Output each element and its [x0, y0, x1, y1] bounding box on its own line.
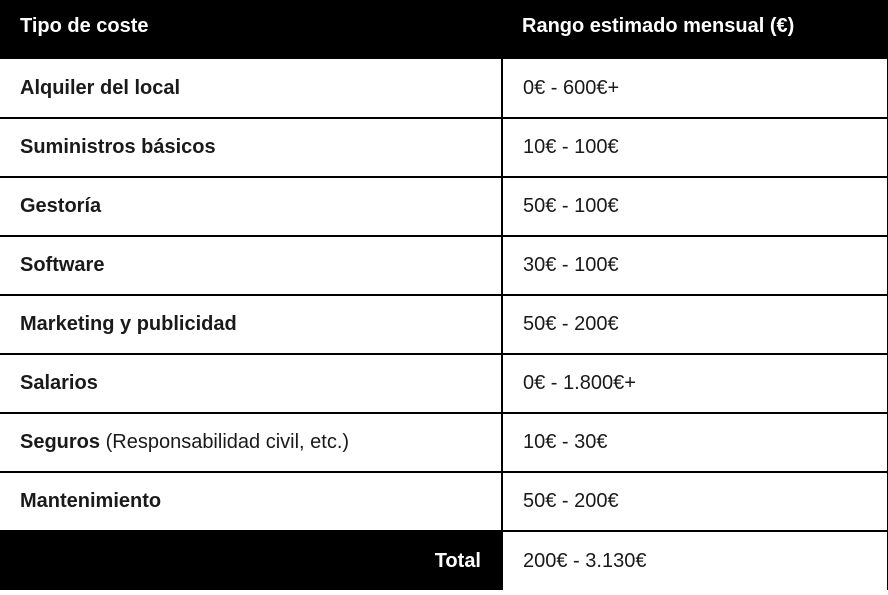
header-cost-type: Tipo de coste: [0, 0, 502, 59]
cost-type-label: Marketing y publicidad: [20, 313, 237, 335]
table-row: [0, 236, 888, 295]
cost-type-label: Salarios: [20, 372, 98, 394]
cost-type-label: Alquiler del local: [20, 76, 181, 99]
header-row: [0, 0, 888, 59]
cost-type-label: Seguros: [20, 431, 101, 453]
cost-type-cell: [0, 118, 502, 177]
cost-type-label: Gestoría: [20, 195, 102, 217]
cost-type-cell: [0, 236, 502, 295]
table-row: [0, 413, 888, 472]
header-monthly-range: Rango estimado mensual (€): [502, 0, 888, 59]
monthly-range-cell: 50€ - 100€: [502, 177, 888, 236]
cost-type-cell: [0, 295, 502, 354]
monthly-range-cell: 30€ - 100€: [502, 236, 888, 295]
monthly-range-cell: 10€ - 100€: [502, 118, 888, 177]
cost-type-cell: [0, 413, 502, 472]
cost-type-label: Mantenimiento: [20, 490, 162, 512]
total-value: 200€ - 3.130€: [502, 531, 888, 590]
table-row: [0, 59, 888, 118]
table-row: [0, 354, 888, 413]
monthly-range-cell: 50€ - 200€: [502, 472, 888, 531]
total-label: Total: [0, 531, 502, 590]
cost-type-cell: [0, 354, 502, 413]
monthly-range-cell: 10€ - 30€: [502, 413, 888, 472]
monthly-range-cell: 50€ - 200€: [502, 295, 888, 354]
table-row: [0, 472, 888, 531]
cost-type-cell: [0, 472, 502, 531]
cost-type-label: Suministros básicos: [20, 136, 216, 158]
cost-type-note: (Responsabilidad civil, etc.): [105, 431, 350, 453]
table-row: [0, 295, 888, 354]
monthly-range-cell: 0€ - 1.800€+: [502, 354, 888, 413]
table-row: [0, 118, 888, 177]
table-row: [0, 177, 888, 236]
cost-type-label: Software: [20, 254, 105, 276]
monthly-range-cell: 0€ - 600€+: [502, 59, 888, 118]
cost-type-cell: [0, 59, 502, 118]
total-row: [0, 531, 888, 590]
cost-type-cell: [0, 177, 502, 236]
